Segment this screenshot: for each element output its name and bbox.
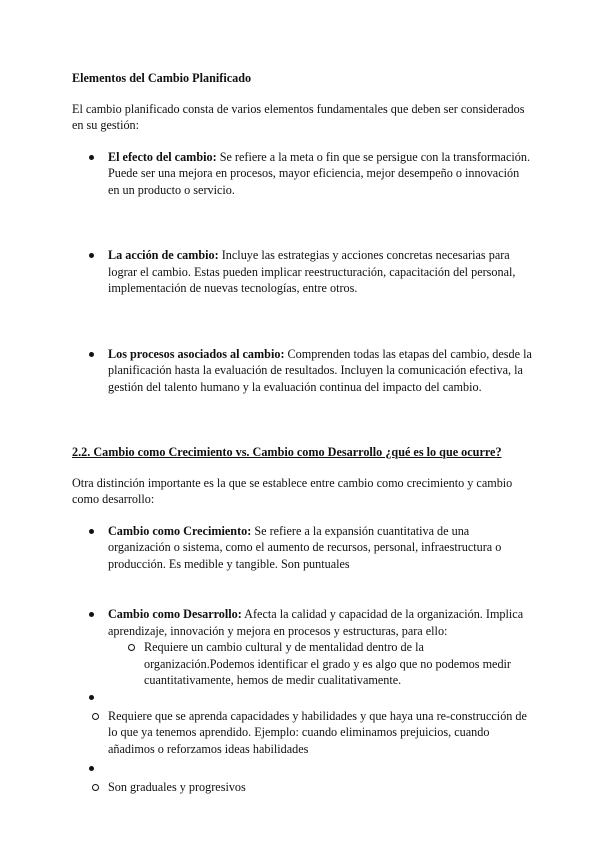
list-item (72, 346, 532, 396)
sub-list-item: Requiere un cambio cultural y de mentalidad dentro de la organización.Podemos identificar el grado y es algo que no podemos medir cuantitativamente, hemos de medir cualitativamente. (108, 639, 532, 689)
list-item (72, 247, 532, 297)
list-item-text: Se refiere a la meta o fin que se persigue con la transformación. Puede ser una mejora en procesos, mayor eficiencia, mejor desempeño o innovación en un producto o servicio. (108, 149, 530, 197)
empty-list-item (72, 760, 532, 776)
list-item-term: Los procesos asociados al cambio: (108, 346, 285, 361)
development-sublist (72, 779, 532, 796)
list-item (72, 149, 532, 199)
list-item-term: La acción de cambio: (108, 248, 219, 262)
sub-list-item: Son graduales y progresivos (72, 779, 532, 796)
development-term: Cambio como Desarrollo: (108, 607, 242, 621)
list-item-text: Comprenden todas las etapas del cambio, desde la planificación hasta la evaluación de resultados. Incluyen la comunicación efectiva, la gestión del talento humano y la evaluación continua del impacto del cambio. (108, 346, 532, 394)
development-sublist (72, 708, 532, 758)
growth-term: Cambio como Crecimiento: (108, 523, 252, 538)
growth-text: Se refiere a la expansión cuantitativa de una organización o sistema, como el aumento de recursos, personal, infraestructura o producción. Es medible y tangible. Son puntuales (108, 523, 502, 571)
list-item-container (72, 705, 532, 761)
list-item-text: Incluye las estrategias y acciones concretas necesarias para lograr el cambio. Estas pueden implicar reestructuración, capacitación del personal, implementación de nuevas tecnologías, entre otros. (108, 248, 516, 295)
section-title: 2.2. Cambio como Crecimiento vs. Cambio como Desarrollo ¿qué es lo que ocurre? (72, 445, 502, 459)
document-page (72, 70, 532, 799)
section-heading: Elementos del Cambio Planificado (72, 71, 252, 85)
sub-list-item: Requiere que se aprenda capacidades y habilidades y que haya una re-construcción de lo que ya tenemos aprendido. Ejemplo: cuando eliminamos prejuicios, cuando añadimos o reforzamos ideas habilidades (72, 708, 532, 758)
change-types-list (72, 523, 532, 799)
development-text: Afecta la calidad y capacidad de la organización. Implica aprendizaje, innovación y mejora en procesos y estructuras, para ello: (108, 607, 524, 638)
list-item-development (72, 606, 532, 689)
elements-list (72, 149, 532, 396)
development-sublist (108, 639, 532, 689)
list-item-term: El efecto del cambio: (108, 149, 217, 164)
empty-list-item (72, 689, 532, 705)
list-item-growth (72, 523, 532, 573)
intro-paragraph: El cambio planificado consta de varios elementos fundamentales que deben ser considerados en su gestión: (72, 101, 525, 132)
list-item-container (72, 776, 532, 799)
section-intro-paragraph: Otra distinción importante es la que se establece entre cambio como crecimiento y cambio como desarrollo: (72, 475, 513, 506)
